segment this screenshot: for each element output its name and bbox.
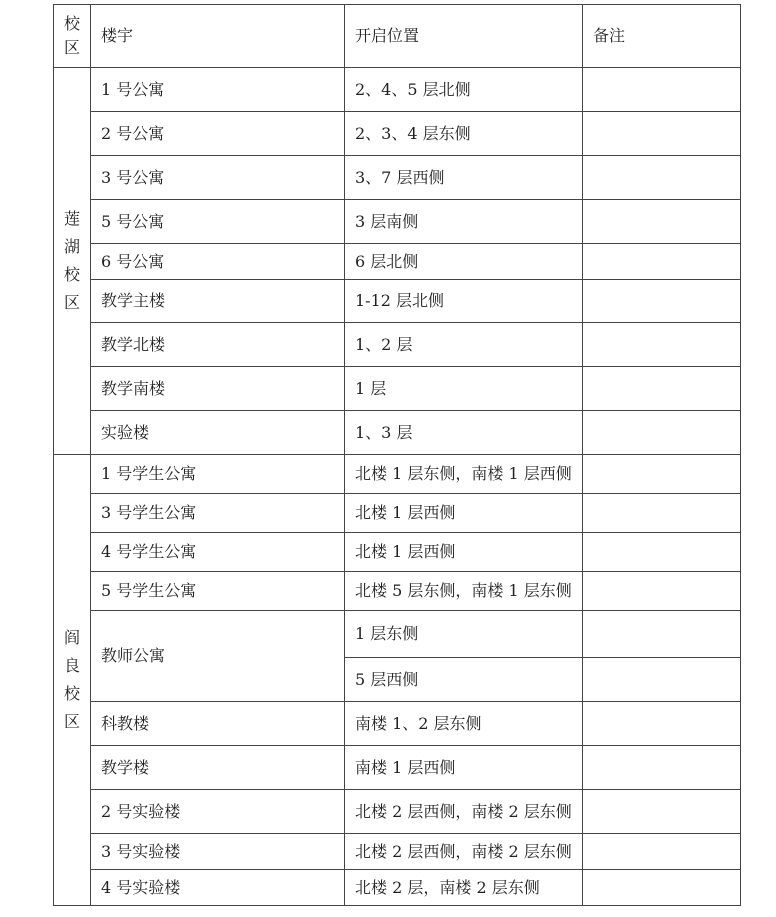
- open-location: 1 层: [345, 367, 583, 411]
- building-name: 科教楼: [91, 702, 345, 746]
- notes-cell: [583, 834, 741, 870]
- building-name: 实验楼: [91, 411, 345, 455]
- header-campus: 校区: [63, 14, 80, 57]
- notes-cell: [583, 323, 741, 367]
- table-row: [54, 870, 741, 906]
- table-row: [54, 790, 741, 834]
- table-row: [54, 200, 741, 244]
- table-row: [54, 702, 741, 746]
- table-row: [54, 280, 741, 323]
- notes-cell: [583, 572, 741, 611]
- campus-cell: [54, 455, 91, 906]
- open-location: 1、3 层: [345, 411, 583, 455]
- open-location: 北楼 1 层西侧: [345, 494, 583, 533]
- open-location: 北楼 1 层东侧，南楼 1 层西侧: [345, 455, 583, 494]
- table-row: [54, 572, 741, 611]
- table-row: [54, 746, 741, 790]
- table-row: [54, 323, 741, 367]
- notes-cell: [583, 494, 741, 533]
- header-row: [54, 5, 741, 68]
- building-name: 6 号公寓: [91, 244, 345, 280]
- notes-cell: [583, 156, 741, 200]
- open-location: 北楼 2 层西侧，南楼 2 层东侧: [345, 834, 583, 870]
- header-campus-cell: [54, 5, 91, 68]
- building-name: 教学楼: [91, 746, 345, 790]
- table-row: [54, 68, 741, 112]
- header-notes: 备注: [583, 5, 741, 68]
- notes-cell: [583, 790, 741, 834]
- open-location: 1-12 层北侧: [345, 280, 583, 323]
- open-location: 北楼 2 层西侧，南楼 2 层东侧: [345, 790, 583, 834]
- building-name: 5 号学生公寓: [91, 572, 345, 611]
- table-row: [54, 112, 741, 156]
- open-location: 南楼 1 层西侧: [345, 746, 583, 790]
- building-name: 1 号公寓: [91, 68, 345, 112]
- building-name: 3 号学生公寓: [91, 494, 345, 533]
- notes-cell: [583, 367, 741, 411]
- open-location: 5 层西侧: [345, 658, 583, 702]
- building-name: 2 号实验楼: [91, 790, 345, 834]
- notes-cell: [583, 280, 741, 323]
- open-location: 2、4、5 层北侧: [345, 68, 583, 112]
- building-name: 教学南楼: [91, 367, 345, 411]
- building-name: 5 号公寓: [91, 200, 345, 244]
- notes-cell: [583, 244, 741, 280]
- notes-cell: [583, 455, 741, 494]
- campus-name: 莲湖校区: [63, 209, 80, 312]
- header-location: 开启位置: [345, 5, 583, 68]
- notes-cell: [583, 870, 741, 906]
- building-name: 教学主楼: [91, 280, 345, 323]
- building-name: 4 号学生公寓: [91, 533, 345, 572]
- notes-cell: [583, 200, 741, 244]
- notes-cell: [583, 702, 741, 746]
- open-location: 3、7 层西侧: [345, 156, 583, 200]
- notes-cell: [583, 611, 741, 658]
- building-name: 教学北楼: [91, 323, 345, 367]
- notes-cell: [583, 411, 741, 455]
- building-name: 3 号实验楼: [91, 834, 345, 870]
- building-name: 1 号学生公寓: [91, 455, 345, 494]
- notes-cell: [583, 533, 741, 572]
- table-row: [54, 494, 741, 533]
- open-location: 北楼 1 层西侧: [345, 533, 583, 572]
- table-row: [54, 367, 741, 411]
- open-location: 北楼 2 层，南楼 2 层东侧: [345, 870, 583, 906]
- open-location: 3 层南侧: [345, 200, 583, 244]
- table-row: [54, 611, 741, 658]
- campus-name: 阎良校区: [63, 628, 80, 731]
- open-location: 1、2 层: [345, 323, 583, 367]
- table-row: [54, 533, 741, 572]
- notes-cell: [583, 68, 741, 112]
- notes-cell: [583, 658, 741, 702]
- table-row: [54, 411, 741, 455]
- open-location: 北楼 5 层东侧，南楼 1 层东侧: [345, 572, 583, 611]
- notes-cell: [583, 746, 741, 790]
- building-name: 2 号公寓: [91, 112, 345, 156]
- building-name: 教师公寓: [91, 611, 345, 702]
- open-location: 南楼 1、2 层东侧: [345, 702, 583, 746]
- building-name: 4 号实验楼: [91, 870, 345, 906]
- open-location: 6 层北侧: [345, 244, 583, 280]
- table-row: [54, 244, 741, 280]
- notes-cell: [583, 112, 741, 156]
- table-row: [54, 834, 741, 870]
- building-name: 3 号公寓: [91, 156, 345, 200]
- open-location: 1 层东侧: [345, 611, 583, 658]
- building-schedule-table: [53, 4, 741, 906]
- header-building: 楼宇: [91, 5, 345, 68]
- table-row: [54, 156, 741, 200]
- campus-cell: [54, 68, 91, 455]
- open-location: 2、3、4 层东侧: [345, 112, 583, 156]
- table-row: [54, 455, 741, 494]
